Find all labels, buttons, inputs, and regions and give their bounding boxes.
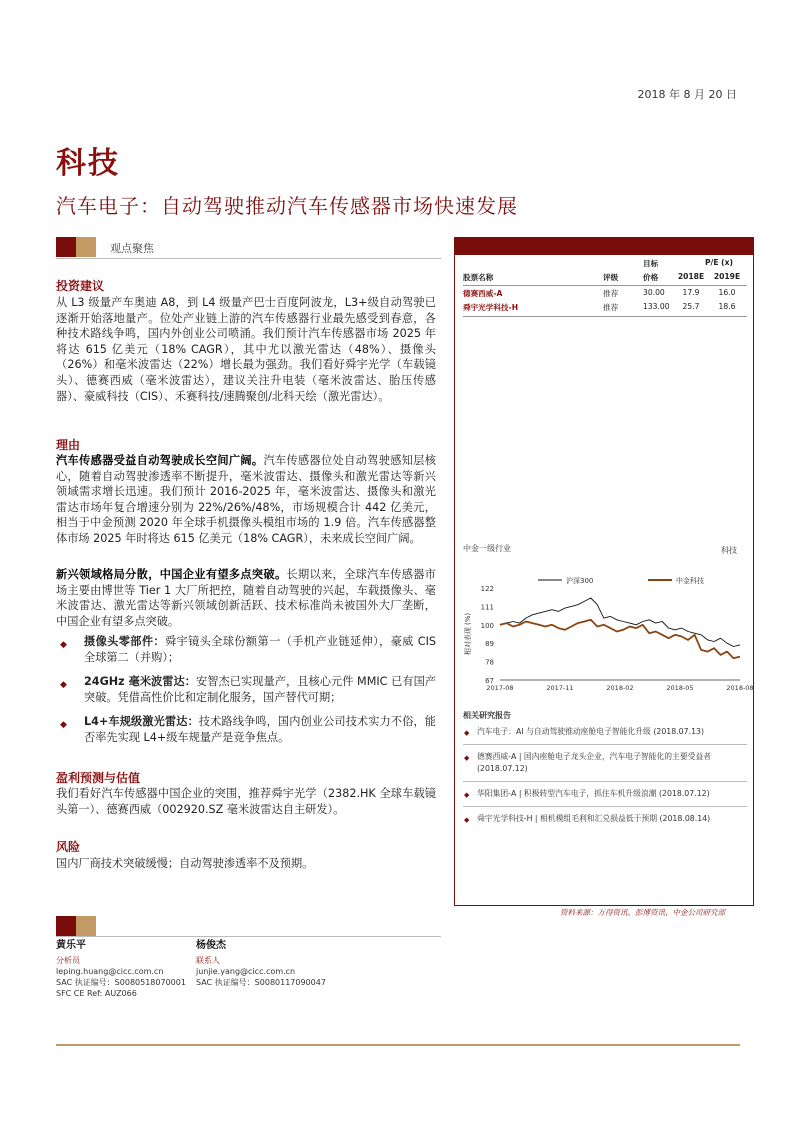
col-header-2019e: 2019E	[713, 272, 741, 281]
stock-name: 舜宇光学科技-H	[463, 303, 519, 312]
col-header-target: 目标	[643, 259, 659, 268]
y-tick-label: 122	[480, 585, 494, 593]
analyst-marker	[76, 916, 96, 936]
divider	[56, 258, 441, 259]
diamond-bullet-icon: ◆	[464, 816, 470, 824]
x-tick-label: 2017-11	[546, 684, 574, 692]
legend-label: 沪深300	[566, 577, 594, 585]
sector-title: 科技	[56, 146, 120, 181]
divider	[56, 936, 441, 937]
analyst-sfc: SFC CE Ref: AUZ066	[56, 989, 137, 998]
col-header-price: 价格	[643, 273, 659, 282]
col-header-2018e: 2018E	[677, 272, 705, 281]
list-item[interactable]	[463, 813, 747, 831]
pe-2018: 17.9	[682, 288, 700, 297]
chart-sector-label: 科技	[721, 546, 737, 555]
analyst-email[interactable]: junjie.yang@cicc.com.cn	[196, 967, 296, 976]
table-row	[463, 302, 747, 316]
reason-paragraph-1	[56, 453, 436, 547]
analyst-email[interactable]: leping.huang@cicc.com.cn	[56, 967, 164, 976]
col-header-pe: P/E (x)	[704, 258, 733, 267]
diamond-bullet-icon: ◆	[60, 680, 67, 691]
list-item[interactable]	[463, 788, 747, 807]
analyst-sac: SAC 执证编号：S0080117090047	[196, 978, 326, 987]
reason-p1-bold: 汽车传感器受益自动驾驶成长空间广阔。	[56, 454, 264, 467]
analyst-card	[196, 940, 326, 988]
related-link[interactable]: 舜宇光学科技-H | 相机模组毛利和汇兑损益低于预期 (2018.08.14)	[477, 814, 711, 823]
reason-bullets	[56, 634, 436, 755]
stock-price: 133.00	[643, 302, 670, 311]
pe-2018: 25.7	[682, 302, 700, 311]
y-tick-label: 100	[480, 621, 494, 630]
reason-title: 理由	[56, 438, 81, 452]
diamond-bullet-icon: ◆	[60, 640, 67, 650]
x-tick-label: 2017-08	[486, 684, 514, 692]
stock-rating: 推荐	[603, 303, 619, 312]
y-tick-label: 111	[480, 603, 494, 612]
related-title: 相关研究报告	[463, 711, 511, 720]
diamond-bullet-icon: ◆	[464, 729, 470, 737]
diamond-bullet-icon: ◆	[60, 720, 67, 731]
analyst-marker	[56, 916, 76, 936]
bullet-bold: L4+车规级激光雷达：	[84, 715, 199, 729]
analyst-role: 分析员	[56, 956, 80, 965]
pe-2019: 16.0	[718, 288, 736, 297]
forecast-title: 盈利预测与估值	[56, 771, 141, 785]
bullet-bold: 摄像头零部件：	[84, 635, 165, 648]
reason-p1-text: 汽车传感器位处自动驾驶感知层核心，随着自动驾驶渗透率不断提升，毫米波雷达、摄像头和激光雷达等新兴领域需求增长迅速。我们预计 2016-2025 年，毫米波雷达、摄像头和激光雷达市场年复合增速分别为 22%/26%/48%，市场规模合计 442 亿美元，相当于中金预测 2020 年全球手机摄像头模组市场的 1.9 倍。汽车传感器整体市场 2025 年时将达 615 亿美元（18% CAGR），未来成长空间广阔。	[56, 454, 436, 545]
related-list	[463, 726, 747, 837]
risk-text: 国内厂商技术突破缓慢；自动驾驶渗透率不及预期。	[56, 857, 314, 870]
stock-name: 德赛西威-A	[463, 289, 503, 298]
series-line-cicc-tech	[500, 620, 740, 659]
y-tick-label: 89	[485, 640, 494, 649]
chart-title: 中金一级行业	[463, 544, 511, 553]
col-header-name: 股票名称	[463, 273, 494, 282]
legend-label: 中金科技	[676, 577, 704, 585]
report-headline: 汽车电子：自动驾驶推动汽车传感器市场快速发展	[56, 194, 518, 218]
y-tick-label: 78	[485, 658, 494, 667]
analyst-card	[56, 940, 186, 999]
forecast-text: 我们看好汽车传感器中国企业的突围，推荐舜宇光学（2382.HK 全球车载镜头第一）、德赛西威（002920.SZ 毫米波雷达自主研发）。	[56, 787, 436, 816]
tag-label: 观点聚焦	[110, 242, 154, 255]
performance-chart	[458, 566, 754, 698]
data-source: 资料来源：万得资讯、彭博资讯、中金公司研究部	[560, 908, 725, 917]
bullet-text: 舜宇镜头全球份额第一（手机产业链延伸），豪威 CIS 全球第二（并购）；	[84, 635, 436, 664]
pe-2019: 18.6	[718, 302, 736, 311]
col-header-rating: 评级	[603, 273, 619, 282]
diamond-bullet-icon: ◆	[464, 754, 470, 762]
related-link[interactable]: 汽车电子：AI 与自动驾驶推动座舱电子智能化升级 (2018.07.13)	[477, 727, 705, 736]
x-tick-label: 2018-08	[726, 684, 754, 692]
bullet-text: 安智杰已实现量产，且核心元件 MMIC 已有国产突破。凭借高性价比和定制化服务，国产替代可期；	[84, 675, 437, 704]
related-link[interactable]: 德赛西威-A | 国内座舱电子龙头企业，汽车电子智能化的主要受益者 (2018.07.12)	[477, 752, 712, 773]
bullet-text: 技术路线争鸣，国内创业公司技术实力不俗，能否率先实现 L4+级车规量产是竞争焦点。	[84, 715, 436, 744]
y-tick-label: 67	[485, 677, 494, 685]
valuation-table	[463, 258, 747, 316]
related-link[interactable]: 华阳集团-A | 积极转型汽车电子，抓住车机升级浪潮 (2018.07.12)	[477, 789, 710, 798]
x-tick-label: 2018-02	[606, 684, 634, 692]
analyst-name: 杨俊杰	[196, 940, 226, 951]
analyst-sac: SAC 执证编号：S0080518070001	[56, 978, 186, 987]
report-date: 2018 年 8 月 20 日	[637, 88, 737, 101]
y-axis-label: 相对表现 (%)	[464, 612, 472, 656]
list-item[interactable]	[463, 751, 747, 782]
risk-title: 风险	[56, 840, 81, 854]
invest-title: 投资建议	[56, 279, 105, 293]
x-tick-label: 2018-05	[666, 684, 694, 692]
table-row	[463, 288, 747, 302]
series-line-csi300	[500, 598, 740, 647]
reason-paragraph-2	[56, 567, 436, 629]
list-item	[56, 634, 436, 665]
stock-rating: 推荐	[603, 289, 619, 298]
invest-text: 从 L3 级量产车奥迪 A8，到 L4 级量产巴士百度阿波龙，L3+级自动驾驶已逐渐开始落地量产。位处产业链上游的汽车传感器行业最先感受到春意，各种技术路线争鸣，国内外创业公司喷涌。我们预计汽车传感器市场 2025 年将达 615 亿美元（18% CAGR），其中尤以激光雷达（48%）、摄像头（26%）和毫米波雷达（22%）增长最为强劲。我们看好舜宇光学（车载镜头）、德赛西威（毫米波雷达），建议关注升电装（毫米波雷达、胎压传感器）、豪威科技（CIS）、禾赛科技/速腾聚创/北科天绘（激光雷达）。	[56, 296, 436, 403]
stock-price: 30.00	[643, 288, 665, 297]
reason-p2-bold: 新兴领域格局分散，中国企业有望多点突破。	[56, 568, 287, 581]
diamond-bullet-icon: ◆	[464, 791, 470, 799]
analyst-role: 联系人	[196, 956, 220, 965]
reason-p2-text: 长期以来，全球汽车传感器市场主要由博世等 Tier 1 大厂所把控，随着自动驾驶的兴起，车载摄像头、毫米波雷达、激光雷达等新兴领域创新活跃、技术标准尚未被国外大厂垄断，中国企业有望多点突破。	[56, 568, 436, 628]
list-item[interactable]	[463, 726, 747, 745]
footer-rule	[56, 1044, 740, 1046]
list-item	[56, 674, 436, 705]
list-item	[56, 714, 436, 745]
analyst-name: 黄乐平	[56, 940, 86, 951]
bullet-bold: 24GHz 毫米波雷达：	[84, 675, 197, 689]
